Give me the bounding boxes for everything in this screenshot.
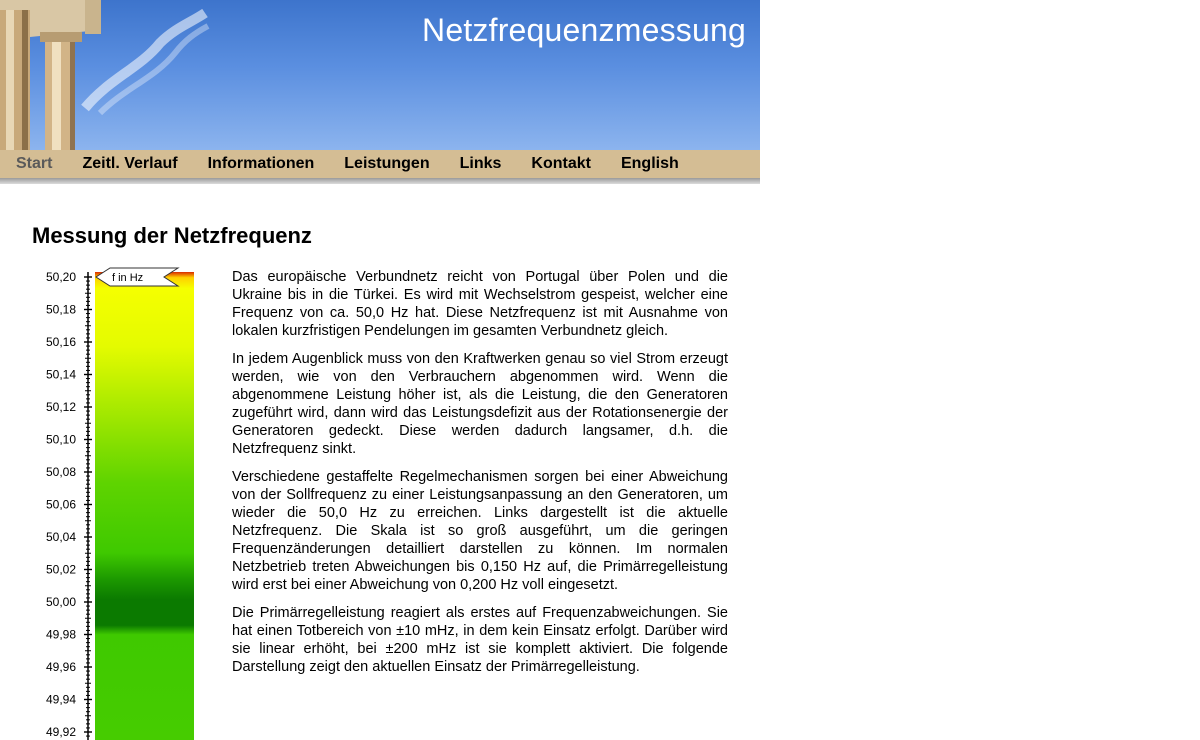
tick-label: 50,12 [45, 400, 76, 414]
tick-label: 50,18 [45, 302, 76, 317]
tick-label: 49,98 [45, 627, 76, 642]
tick-label: 49,94 [45, 692, 76, 707]
tick-label: 50,10 [45, 432, 76, 447]
header-banner [0, 0, 760, 150]
paragraph: In jedem Augenblick muss von den Kraftwerken genau so viel Strom erzeugt werden, wie von den Verbrauchern abgenommen wird. Wenn die abgenommene Leistung höher ist, als die Leistung, die den Generatoren zugeführt wird, dann wird das Leistungsdefizit aus der Rotationsenergie der Generatoren gedeckt. Diese werden dadurch langsamer, d.h. die Netzfrequenz sinkt. [232, 351, 728, 457]
site-title: Netzfrequenzmessung [422, 12, 746, 48]
unit-label: f in Hz [112, 272, 144, 284]
nav-leistungen[interactable]: Leistungen [344, 155, 430, 172]
frequency-gauge [30, 262, 200, 740]
tick-label: 50,14 [45, 367, 76, 382]
paragraph: Das europäische Verbundnetz reicht von Portugal über Polen und die Ukraine bis in die Türkei. Es wird mit Wechselstrom gespeist, welcher eine Frequenz von ca. 50,0 Hz hat. Diese Netzfrequenz ist mit Ausnahme von lokalen kurzfristigen Pendelungen im gesamten Verbundnetz gleich. [232, 269, 728, 339]
paragraph: Verschiedene gestaffelte Regelmechanismen sorgen bei einer Abweichung von der Sollfrequenz zu einer Leistungsanpassung an den Generatoren, um wieder die 50,0 Hz zu erreichen. Links dargestellt ist die aktuelle Netzfrequenz. Die Skala ist so groß ausgeführt, um die geringen Frequenzänderungen detailliert darstellen zu können. Im normalen Netzbetrieb treten Abweichungen bis 0,150 Hz auf, die Primärregelleistung wird erst bei einer Abweichung von 0,200 Hz voll eingesetzt. [232, 469, 728, 593]
tick-label: 50,04 [45, 530, 76, 544]
nav-english[interactable]: English [620, 155, 679, 172]
nav-informationen[interactable]: Informationen [207, 155, 315, 172]
tick-label: 49,92 [45, 725, 76, 739]
tick-label: 50,06 [45, 497, 76, 512]
nav-zeitl-verlauf[interactable]: Zeitl. Verlauf [82, 155, 178, 172]
tick-label: 50,20 [45, 270, 76, 284]
tick-label: 50,16 [45, 335, 76, 349]
nav-start[interactable]: Start [16, 155, 53, 172]
nav-links[interactable]: Links [459, 155, 502, 172]
paragraph: Die Primärregelleistung reagiert als erstes auf Frequenzabweichungen. Sie hat einen Totbereich von ±10 mHz, in dem kein Einsatz erfolgt. Darüber wird sie linear erhöht, bei ±200 mHz ist sie komplett aktiviert. Die folgende Darstellung zeigt den aktuellen Einsatz der Primärregelleistung. [232, 605, 728, 675]
page-heading: Messung der Netzfrequenz [32, 223, 312, 248]
cloud-image [80, 8, 210, 118]
tick-label: 50,02 [45, 562, 76, 577]
tick-label: 50,00 [45, 595, 76, 609]
nav-kontakt[interactable]: Kontakt [531, 155, 591, 172]
tick-label: 49,96 [45, 660, 76, 674]
scale-tick-labels [46, 270, 76, 739]
tick-label: 50,08 [45, 465, 76, 479]
article-text [232, 268, 728, 686]
main-navigation [0, 150, 760, 184]
frequency-bar [95, 272, 194, 740]
